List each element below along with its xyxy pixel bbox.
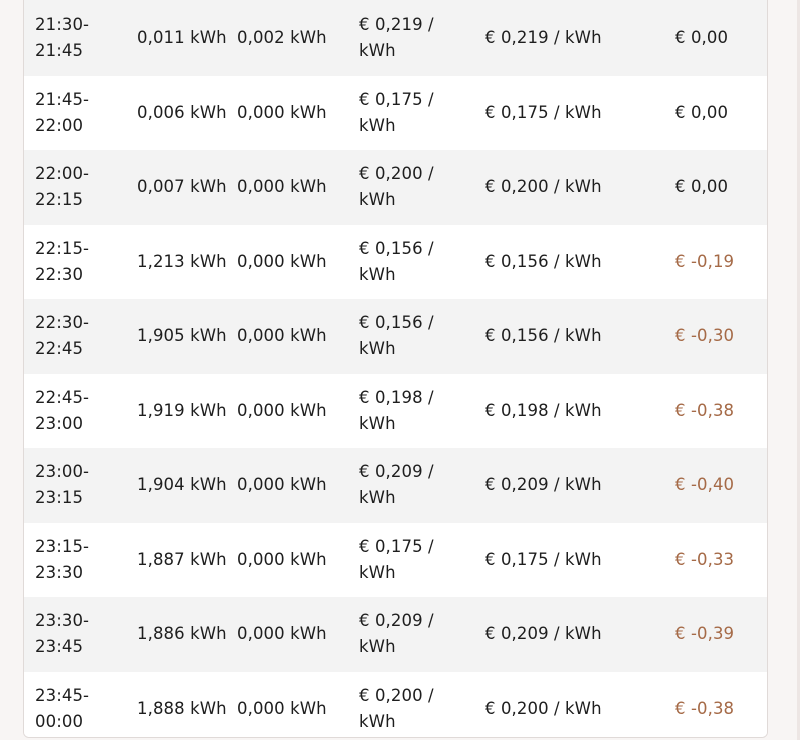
production-cell: 0,000 kWh xyxy=(237,150,359,225)
time-cell: 21:30-21:45 xyxy=(24,0,137,76)
production-cell: 0,000 kWh xyxy=(237,597,359,672)
table-row xyxy=(24,299,767,374)
time-cell: 21:45-22:00 xyxy=(24,76,137,151)
table-row xyxy=(24,448,767,523)
consumption-cell: 1,905 kWh xyxy=(137,299,237,374)
time-cell: 22:15-22:30 xyxy=(24,225,137,300)
production-cell: 0,000 kWh xyxy=(237,374,359,449)
buy-price-cell: € 0,200 / kWh xyxy=(359,150,485,225)
sell-price-cell: € 0,156 / kWh xyxy=(485,225,675,300)
production-cell: 0,000 kWh xyxy=(237,299,359,374)
sell-price-cell: € 0,175 / kWh xyxy=(485,76,675,151)
consumption-cell: 1,213 kWh xyxy=(137,225,237,300)
buy-price-cell: € 0,156 / kWh xyxy=(359,299,485,374)
sell-price-cell: € 0,209 / kWh xyxy=(485,597,675,672)
table-row xyxy=(24,225,767,300)
total-cell: € 0,00 xyxy=(675,76,767,151)
buy-price-cell: € 0,198 / kWh xyxy=(359,374,485,449)
time-cell: 22:00-22:15 xyxy=(24,150,137,225)
consumption-cell: 1,887 kWh xyxy=(137,523,237,598)
consumption-cell: 1,886 kWh xyxy=(137,597,237,672)
time-cell: 23:45-00:00 xyxy=(24,672,137,739)
table-row xyxy=(24,672,767,739)
buy-price-cell: € 0,200 / kWh xyxy=(359,672,485,739)
buy-price-cell: € 0,219 / kWh xyxy=(359,0,485,76)
consumption-cell: 0,006 kWh xyxy=(137,76,237,151)
sell-price-cell: € 0,200 / kWh xyxy=(485,150,675,225)
total-cell: € -0,39 xyxy=(675,597,767,672)
total-cell: € 0,00 xyxy=(675,0,767,76)
consumption-cell: 0,007 kWh xyxy=(137,150,237,225)
production-cell: 0,000 kWh xyxy=(237,76,359,151)
time-cell: 22:30-22:45 xyxy=(24,299,137,374)
consumption-cell: 1,919 kWh xyxy=(137,374,237,449)
table-row xyxy=(24,597,767,672)
sell-price-cell: € 0,200 / kWh xyxy=(485,672,675,739)
sell-price-cell: € 0,198 / kWh xyxy=(485,374,675,449)
consumption-cell: 1,888 kWh xyxy=(137,672,237,739)
table-row xyxy=(24,523,767,598)
sell-price-cell: € 0,219 / kWh xyxy=(485,0,675,76)
table-row xyxy=(24,150,767,225)
production-cell: 0,000 kWh xyxy=(237,672,359,739)
price-table-card xyxy=(23,0,768,738)
table-row xyxy=(24,374,767,449)
production-cell: 0,000 kWh xyxy=(237,523,359,598)
table-row xyxy=(24,0,767,76)
sell-price-cell: € 0,175 / kWh xyxy=(485,523,675,598)
total-cell: € -0,38 xyxy=(675,672,767,739)
production-cell: 0,000 kWh xyxy=(237,225,359,300)
total-cell: € -0,30 xyxy=(675,299,767,374)
consumption-cell: 0,011 kWh xyxy=(137,0,237,76)
total-cell: € 0,00 xyxy=(675,150,767,225)
buy-price-cell: € 0,175 / kWh xyxy=(359,76,485,151)
total-cell: € -0,33 xyxy=(675,523,767,598)
total-cell: € -0,38 xyxy=(675,374,767,449)
production-cell: 0,002 kWh xyxy=(237,0,359,76)
buy-price-cell: € 0,175 / kWh xyxy=(359,523,485,598)
time-cell: 23:30-23:45 xyxy=(24,597,137,672)
sell-price-cell: € 0,209 / kWh xyxy=(485,448,675,523)
energy-price-table xyxy=(24,0,767,738)
production-cell: 0,000 kWh xyxy=(237,448,359,523)
table-row xyxy=(24,76,767,151)
time-cell: 22:45-23:00 xyxy=(24,374,137,449)
consumption-cell: 1,904 kWh xyxy=(137,448,237,523)
time-cell: 23:15-23:30 xyxy=(24,523,137,598)
total-cell: € -0,40 xyxy=(675,448,767,523)
buy-price-cell: € 0,209 / kWh xyxy=(359,597,485,672)
total-cell: € -0,19 xyxy=(675,225,767,300)
time-cell: 23:00-23:15 xyxy=(24,448,137,523)
table-body xyxy=(24,0,767,738)
sell-price-cell: € 0,156 / kWh xyxy=(485,299,675,374)
buy-price-cell: € 0,156 / kWh xyxy=(359,225,485,300)
buy-price-cell: € 0,209 / kWh xyxy=(359,448,485,523)
